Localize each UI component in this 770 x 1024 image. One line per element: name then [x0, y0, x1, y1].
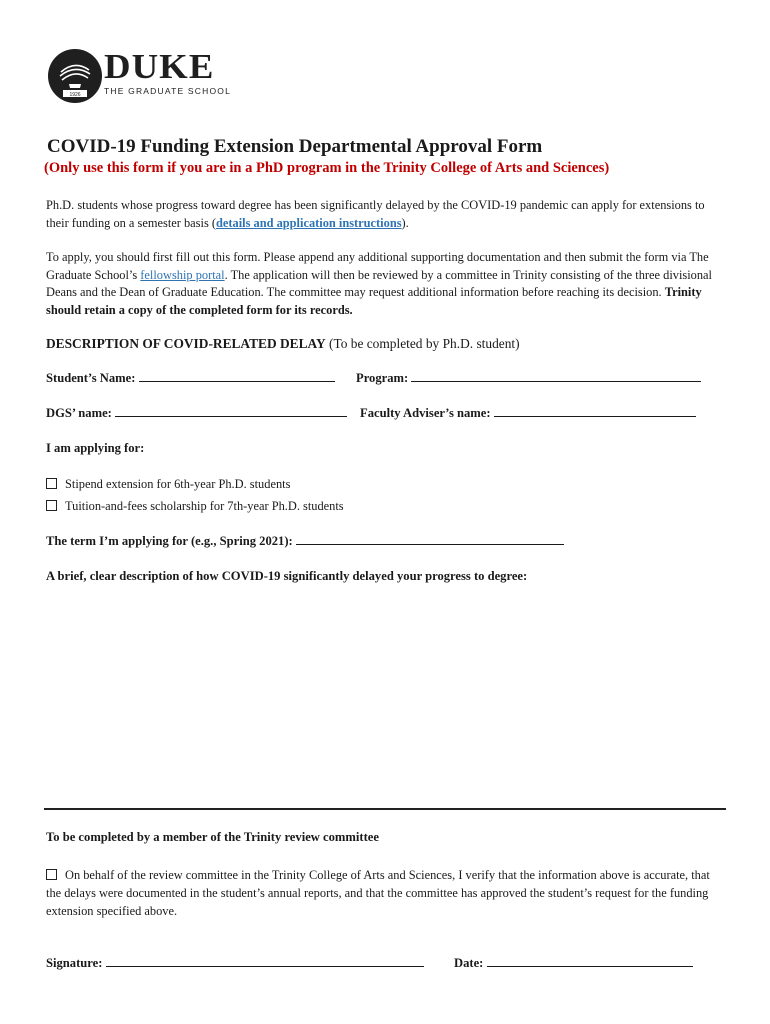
- logo-wordmark: [104, 47, 232, 96]
- date-row: [454, 956, 693, 971]
- student-name-field[interactable]: [139, 371, 335, 382]
- description-title: DESCRIPTION OF COVID-RELATED DELAY: [46, 336, 326, 351]
- program-label: Program:: [356, 371, 409, 385]
- fellowship-portal-link[interactable]: fellowship portal: [140, 267, 225, 282]
- student-name-label: Student’s Name:: [46, 371, 136, 385]
- svg-text:1926: 1926: [69, 92, 81, 98]
- apply-text: To apply, you should first fill out this form. Please append any additional supporting documentation and then submit the form via The Graduate School’s: [46, 250, 709, 282]
- page-title: COVID-19 Funding Extension Departmental Approval Form: [47, 136, 543, 157]
- program-row: [356, 371, 701, 386]
- faculty-adviser-field[interactable]: [494, 406, 696, 417]
- signature-row: [46, 956, 424, 971]
- retain-copy-note: Trinity should retain a copy of the completed form for its records.: [46, 285, 702, 317]
- stipend-checkbox[interactable]: [46, 478, 57, 489]
- logo-name: DUKE: [104, 47, 215, 86]
- date-field[interactable]: [487, 956, 693, 967]
- intro-paragraph: [46, 197, 726, 232]
- page-subtitle: (Only use this form if you are in a PhD program in the Trinity College of Arts and Sciences): [44, 160, 610, 176]
- logo-subtitle: THE GRADUATE SCHOOL: [104, 86, 232, 96]
- duke-seal-icon: [47, 48, 103, 104]
- program-field[interactable]: [411, 371, 701, 382]
- description-heading: [46, 336, 520, 352]
- brief-description-label: A brief, clear description of how COVID-19 significantly delayed your progress to degree:: [46, 569, 528, 583]
- description-note: (To be completed by Ph.D. student): [329, 336, 520, 351]
- term-row: [46, 534, 564, 549]
- committee-heading: To be completed by a member of the Trinity review committee: [46, 830, 379, 844]
- apply-paragraph: [46, 249, 726, 319]
- intro-text: Ph.D. students whose progress toward degree has been significantly delayed by the COVID-19 pandemic can apply for extensions to their funding on a semester basis (: [46, 198, 705, 230]
- apply-text-2: . The application will then be reviewed by a committee in Trinity consisting of the three divisional Deans and the Dean of Graduate Education. The committee may request additional information before reaching its decision.: [46, 267, 712, 299]
- option-stipend: [46, 477, 290, 492]
- committee-verify-checkbox[interactable]: [46, 869, 57, 880]
- details-link[interactable]: details and application instructions: [215, 215, 402, 230]
- term-field[interactable]: [296, 534, 564, 545]
- dgs-row: [46, 406, 347, 421]
- student-name-row: [46, 371, 335, 386]
- option-tuition: [46, 499, 344, 514]
- dgs-name-field[interactable]: [115, 406, 347, 417]
- section-divider: [44, 808, 726, 810]
- committee-statement: [46, 866, 726, 920]
- applying-for-label: I am applying for:: [46, 441, 145, 455]
- brief-description-area[interactable]: [46, 592, 726, 798]
- signature-field[interactable]: [106, 956, 424, 967]
- intro-text-end: ).: [401, 215, 409, 230]
- tuition-label: Tuition-and-fees scholarship for 7th-year Ph.D. students: [65, 499, 344, 513]
- dgs-name-label: DGS’ name:: [46, 406, 112, 420]
- adviser-row: [360, 406, 696, 421]
- committee-statement-text: On behalf of the review committee in the Trinity College of Arts and Sciences, I verify that the information above is accurate, that the delays were documented in the student’s annual reports, and that the committee has approved the student’s request for the funding extension specified above.: [46, 868, 710, 918]
- faculty-adviser-label: Faculty Adviser’s name:: [360, 406, 491, 420]
- tuition-checkbox[interactable]: [46, 500, 57, 511]
- stipend-label: Stipend extension for 6th-year Ph.D. students: [65, 477, 291, 491]
- date-label: Date:: [454, 956, 484, 970]
- term-label: The term I’m applying for (e.g., Spring 2021):: [46, 534, 293, 548]
- signature-label: Signature:: [46, 956, 103, 970]
